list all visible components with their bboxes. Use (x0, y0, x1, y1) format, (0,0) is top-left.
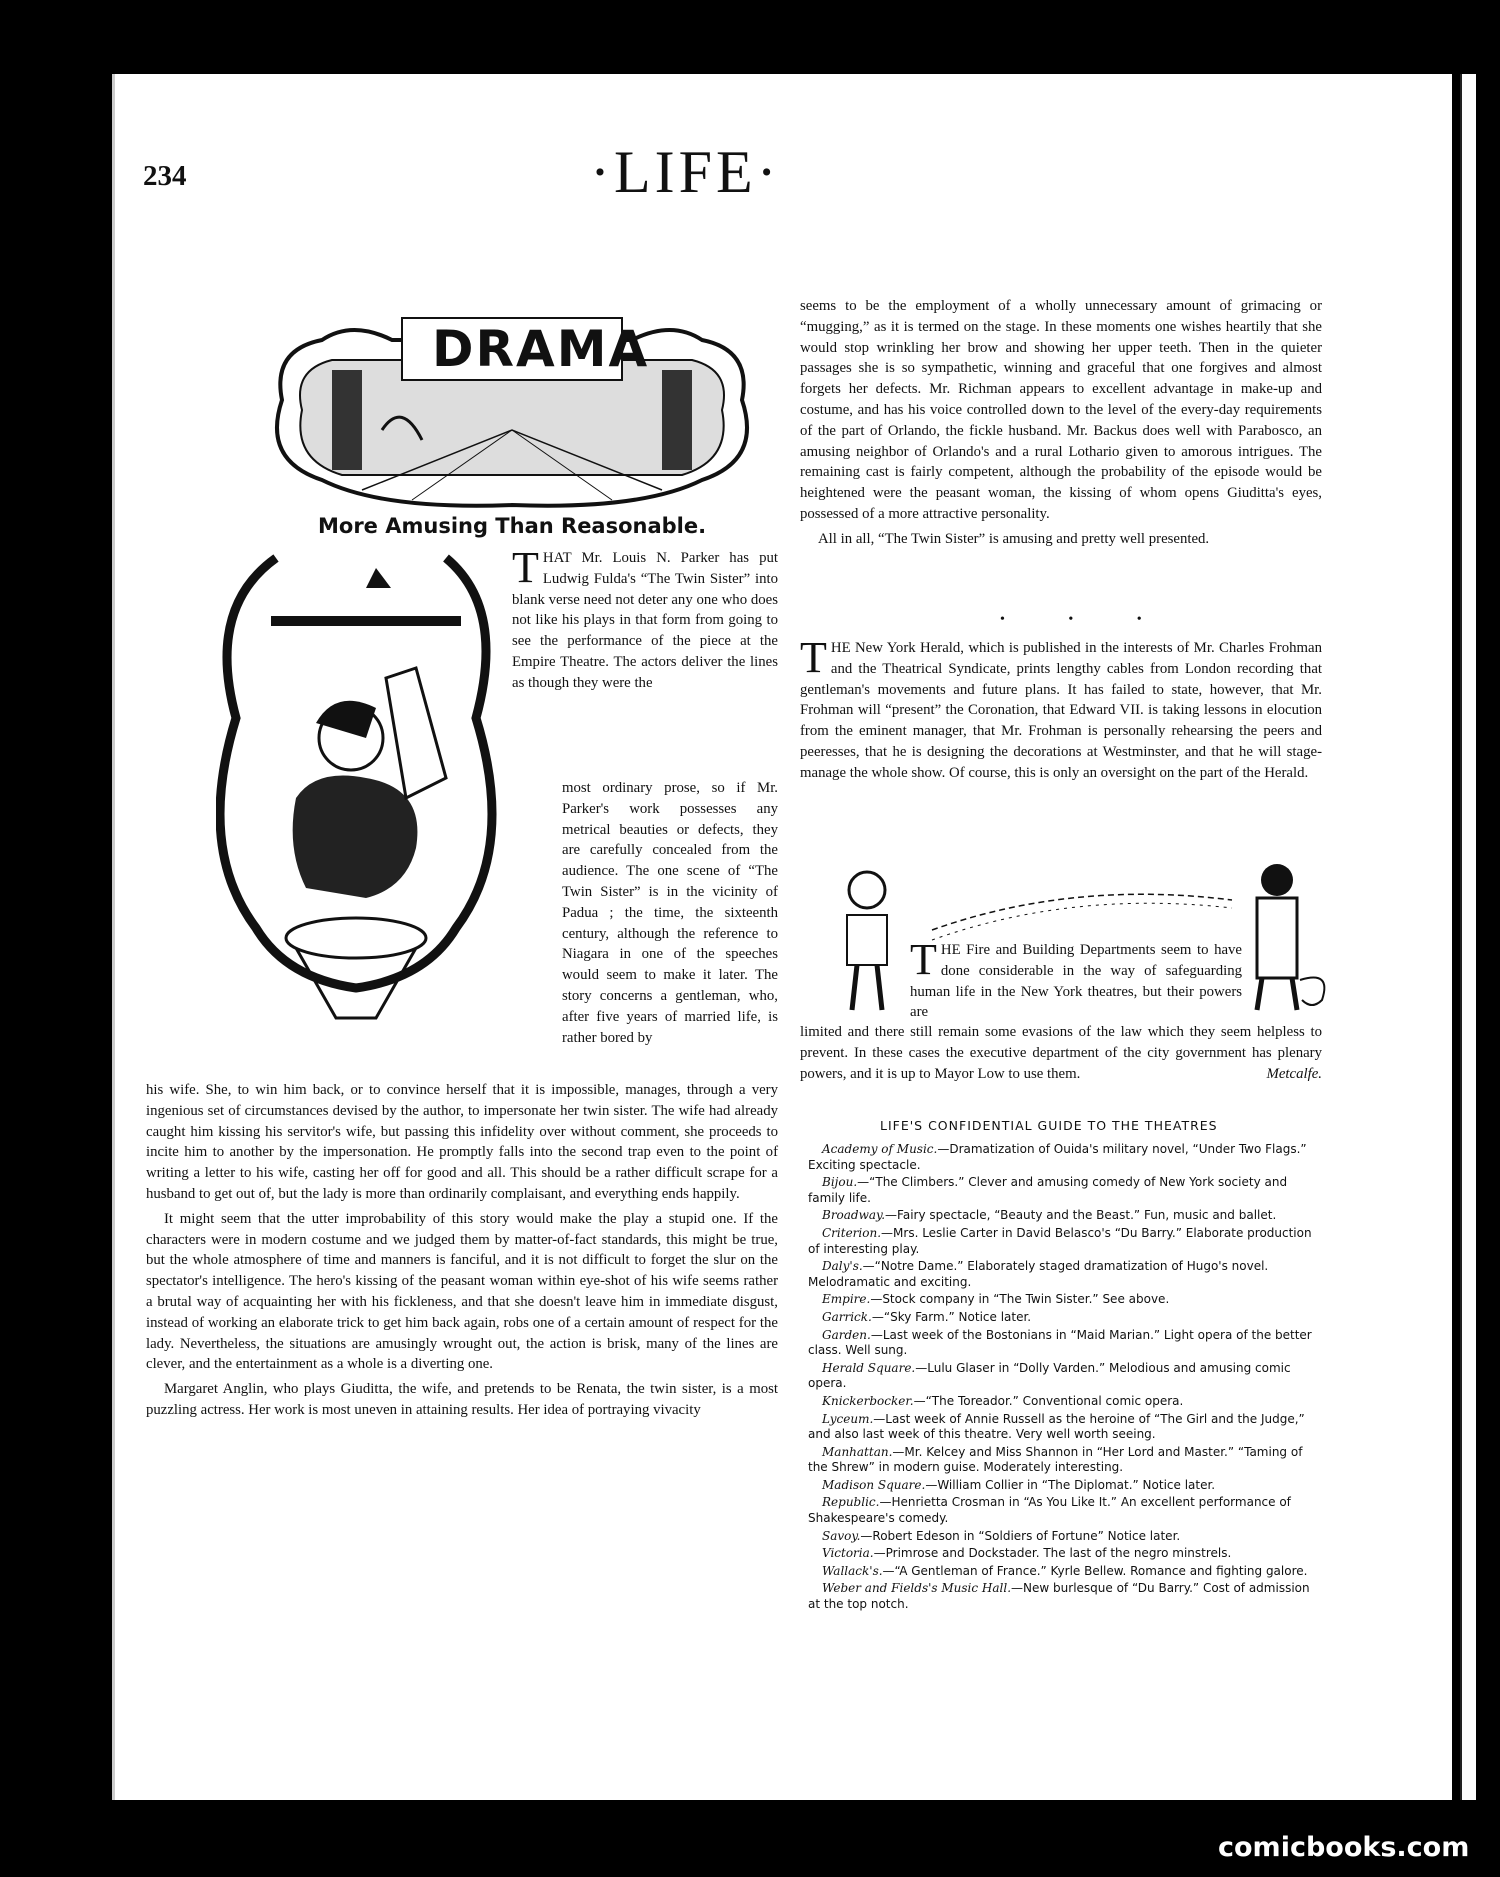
guide-entry (808, 1478, 1322, 1494)
paragraph: his wife. She, to win him back, or to convince herself that it is impossible, manages, through a very ingenious set of circumstances devised by the author, to impersonate her twin sister. The wife had already caught him kissing his servitor's wife, but passing this infidelity over without comment, she proceeds to incite him to another by the impersonation. He promptly falls into the second trap even to the point of writing a letter to his wife, casting her off for good and all. This should be a rather difficult scrape for a husband to get out of, but the lady is more than ordinarily complaisant, and everything ends happily. (146, 1082, 778, 1202)
paragraph: seems to be the employment of a wholly unnecessary amount of grimacing or “mugging,” as it is termed on the stage. In these moments one wishes heartily that she would stop wrinkling her brow and showing her upper teeth. Then in the quieter passages she is so sympathetic, winning and graceful that one forgives and almost forgets her defects. Mr. Richman appears to excellent advantage in make-up and costume, and has his voice controlled down to the level of the every-day requirements of the part of Orlando, the fickle husband. Mr. Backus does well with Parabosco, an amusing neighbor of Orlando's and a rural Lothario given to amorous intrigues. The remaining cast is fairly competent, although the probability of the episode would be heightened were the peasant woman, the kissing of whom opens Giuditta's eyes, possessed of a more attractive personality. (800, 298, 1322, 522)
guide-entry (808, 1226, 1322, 1257)
theatre-guide (808, 1142, 1322, 1615)
page-number: 234 (143, 160, 187, 192)
theatre-review: —Stock company in “The Twin Sister.” See above. (870, 1292, 1170, 1307)
theatre-name: Savoy. (822, 1528, 861, 1543)
guide-entry (808, 1546, 1322, 1562)
theatre-review: —Primrose and Dockstader. The last of the negro minstrels. (873, 1546, 1232, 1561)
guide-entry (808, 1310, 1322, 1326)
theatre-name: Academy of Music. (822, 1142, 938, 1156)
guide-entry (808, 1208, 1322, 1224)
theatre-name: Herald Square. (822, 1360, 916, 1375)
guide-entry (808, 1394, 1322, 1410)
guide-entry (808, 1445, 1322, 1476)
theatre-review: —William Collier in “The Diplomat.” Notice later. (925, 1477, 1216, 1492)
theatre-name: Knickerbocker. (822, 1393, 914, 1408)
theatre-name: Criterion. (822, 1225, 882, 1240)
theatre-name: Victoria. (822, 1546, 874, 1561)
theatre-review: —“Notre Dame.” Elaborately staged dramatization of Hugo's novel. Melodramatic and exciting. (808, 1259, 1269, 1289)
theatre-name: Madison Square. (822, 1477, 926, 1492)
article-wrap-text-1: THAT Mr. Louis N. Parker has put Ludwig Fulda's “The Twin Sister” into blank verse need not deter any one who does not like his plays in that form from going to see the performance of the piece at the Empire Theatre. The actors deliver the lines as though they were the (512, 543, 778, 691)
theatre-name: Lyceum. (822, 1411, 874, 1426)
guide-entry (808, 1259, 1322, 1290)
theatre-name: Manhattan. (822, 1444, 893, 1459)
guide-entry (808, 1564, 1322, 1580)
theatre-review: —Last week of Annie Russell as the heroine of “The Girl and the Judge,” and also last week of this theatre. Very well worth seeing. (808, 1411, 1305, 1442)
theatre-review: —Henrietta Crosman in “As You Like It.” An excellent performance of Shakespeare's comedy. (808, 1495, 1291, 1526)
paragraph: Margaret Anglin, who plays Giuditta, the wife, and pretends to be Renata, the twin sister, is a most puzzling actress. Her work is most uneven in attaining results. Her idea of portraying vivacity (146, 1381, 778, 1418)
watermark-brand: comicbooks.com (1218, 1832, 1470, 1863)
next-page-edge (1460, 74, 1476, 1800)
author-signature: Metcalfe. (1266, 1065, 1322, 1082)
section-separator: • • • (1000, 612, 1172, 627)
guide-entry (808, 1529, 1322, 1545)
guide-entry (808, 1412, 1322, 1443)
lyre-illustration (216, 548, 506, 1038)
theatre-review: —New burlesque of “Du Barry.” Cost of admission at the top notch. (808, 1581, 1310, 1612)
theatre-name: Weber and Fields's Music Hall. (822, 1581, 1012, 1596)
article-title: More Amusing Than Reasonable. (318, 514, 707, 538)
theatre-review: —“A Gentleman of France.” Kyrle Bellew. Romance and fighting galore. (882, 1563, 1308, 1578)
theatre-review: —Last week of the Bostonians in “Maid Marian.” Light opera of the better class. Well sung. (808, 1327, 1312, 1358)
theatre-review: —“The Toreador.” Conventional comic opera. (913, 1393, 1184, 1408)
guide-entry (808, 1495, 1322, 1526)
theatre-review: —“The Climbers.” Clever and amusing comedy of New York society and family life. (808, 1175, 1288, 1205)
guide-entry (808, 1361, 1322, 1392)
masthead: ·LIFE· (590, 139, 781, 205)
guide-entry (808, 1142, 1322, 1173)
guide-entry (808, 1581, 1322, 1612)
guide-entry (808, 1328, 1322, 1359)
drop-cap: T (910, 935, 937, 984)
theatre-name: Broadway. (822, 1208, 886, 1223)
theatre-review: —Robert Edeson in “Soldiers of Fortune” Notice later. (860, 1528, 1181, 1543)
drop-cap: T (512, 543, 539, 592)
theatre-guide-title: LIFE'S CONFIDENTIAL GUIDE TO THE THEATRES (880, 1118, 1218, 1133)
theatre-review: —Lulu Glaser in “Dolly Varden.” Melodious and amusing comic opera. (808, 1360, 1291, 1391)
theatre-name: Wallack's. (822, 1563, 883, 1578)
guide-entry (808, 1292, 1322, 1308)
theatre-name: Republic. (822, 1495, 880, 1510)
guide-entry (808, 1175, 1322, 1206)
paragraph: It might seem that the utter improbability of this story would make the play a stupid one. If the characters were in modern costume and we judged them by matter-of-fact standards, this might be true, but the whole atmosphere of time and manners is fanciful, and it is not difficult to forget the slur on the spectator's intelligence. The hero's kissing of the peasant woman within eye-shot of his wife seems rather a brutal way of acquainting her with his fickleness, and that she doesn't leave him in immediate disgust, instead of working an elaborate trick to get him back again, robs one of a certain amount of respect for the lady. Nevertheless, the situations are amusingly wrought out, the action is brisk, many of the lines are clever, and the entertainment as a whole is a diverting one. (146, 1210, 778, 1373)
article-body-left (146, 1080, 778, 1425)
theatre-name: Garden. (822, 1327, 871, 1342)
theatre-name: Daly's. (822, 1259, 863, 1274)
theatre-name: Bijou. (822, 1175, 858, 1190)
herald-article: THE New York Herald, which is published in the interests of Mr. Charles Frohman and the Theatrical Syndicate, prints lengthy cables from London recording that gentleman's movements and future plans. It has failed to state, however, that Mr. Frohman will “present” the Coronation, that Edward VII. is taking lessons in elocution from the eminent manager, that Mr. Frohman is personally rehearsing the peers and peeresses, that he is designing the decorations at Westminster, and that he will stage-manage the whole show. Of course, this is only an oversight on the part of the Herald. (800, 633, 1322, 781)
theatre-review: —Mrs. Leslie Carter in David Belasco's “Du Barry.” Elaborate production of interesting play. (808, 1225, 1312, 1256)
theatre-name: Garrick. (822, 1309, 872, 1324)
theatre-name: Empire. (822, 1292, 871, 1307)
fire-article-body: limited and there still remain some evasions of the law which they seem helpless to prevent. In these cases the executive department of the city government has plenary powers, and it is up to Mayor Low to use them. Metcalfe. (800, 1022, 1322, 1084)
theatre-review: —Dramatization of Ouida's military novel, “Under Two Flags.” Exciting spectacle. (808, 1142, 1307, 1172)
paragraph: All in all, “The Twin Sister” is amusing and pretty well presented. (818, 530, 1210, 547)
drama-banner-title: DRAMA (432, 320, 650, 378)
theatre-review: —Fairy spectacle, “Beauty and the Beast.” Fun, music and ballet. (885, 1208, 1277, 1223)
fire-article-intro: THE Fire and Building Departments seem to have done considerable in the way of safeguarding human life in the New York theatres, but their powers are (910, 935, 1242, 1021)
article-body-right (800, 296, 1322, 554)
article-wrap-text-2: most ordinary prose, so if Mr. Parker's work possesses any metrical beauties or defects, they are carefully concealed from the audience. The one scene of “The Twin Sister” is in the vicinity of Padua ; the time, the sixteenth century, although the reference to Niagara in one of the speeches would seem to make it later. The story concerns a gentleman, who, after five years of married life, is rather bored by (562, 780, 778, 1046)
theatre-review: —Mr. Kelcey and Miss Shannon in “Her Lord and Master.” “Taming of the Shrew” in modern guise. Moderately interesting. (808, 1444, 1303, 1475)
drop-cap: T (800, 633, 827, 682)
page-spine (1452, 74, 1460, 1800)
theatre-review: —“Sky Farm.” Notice later. (871, 1309, 1032, 1324)
